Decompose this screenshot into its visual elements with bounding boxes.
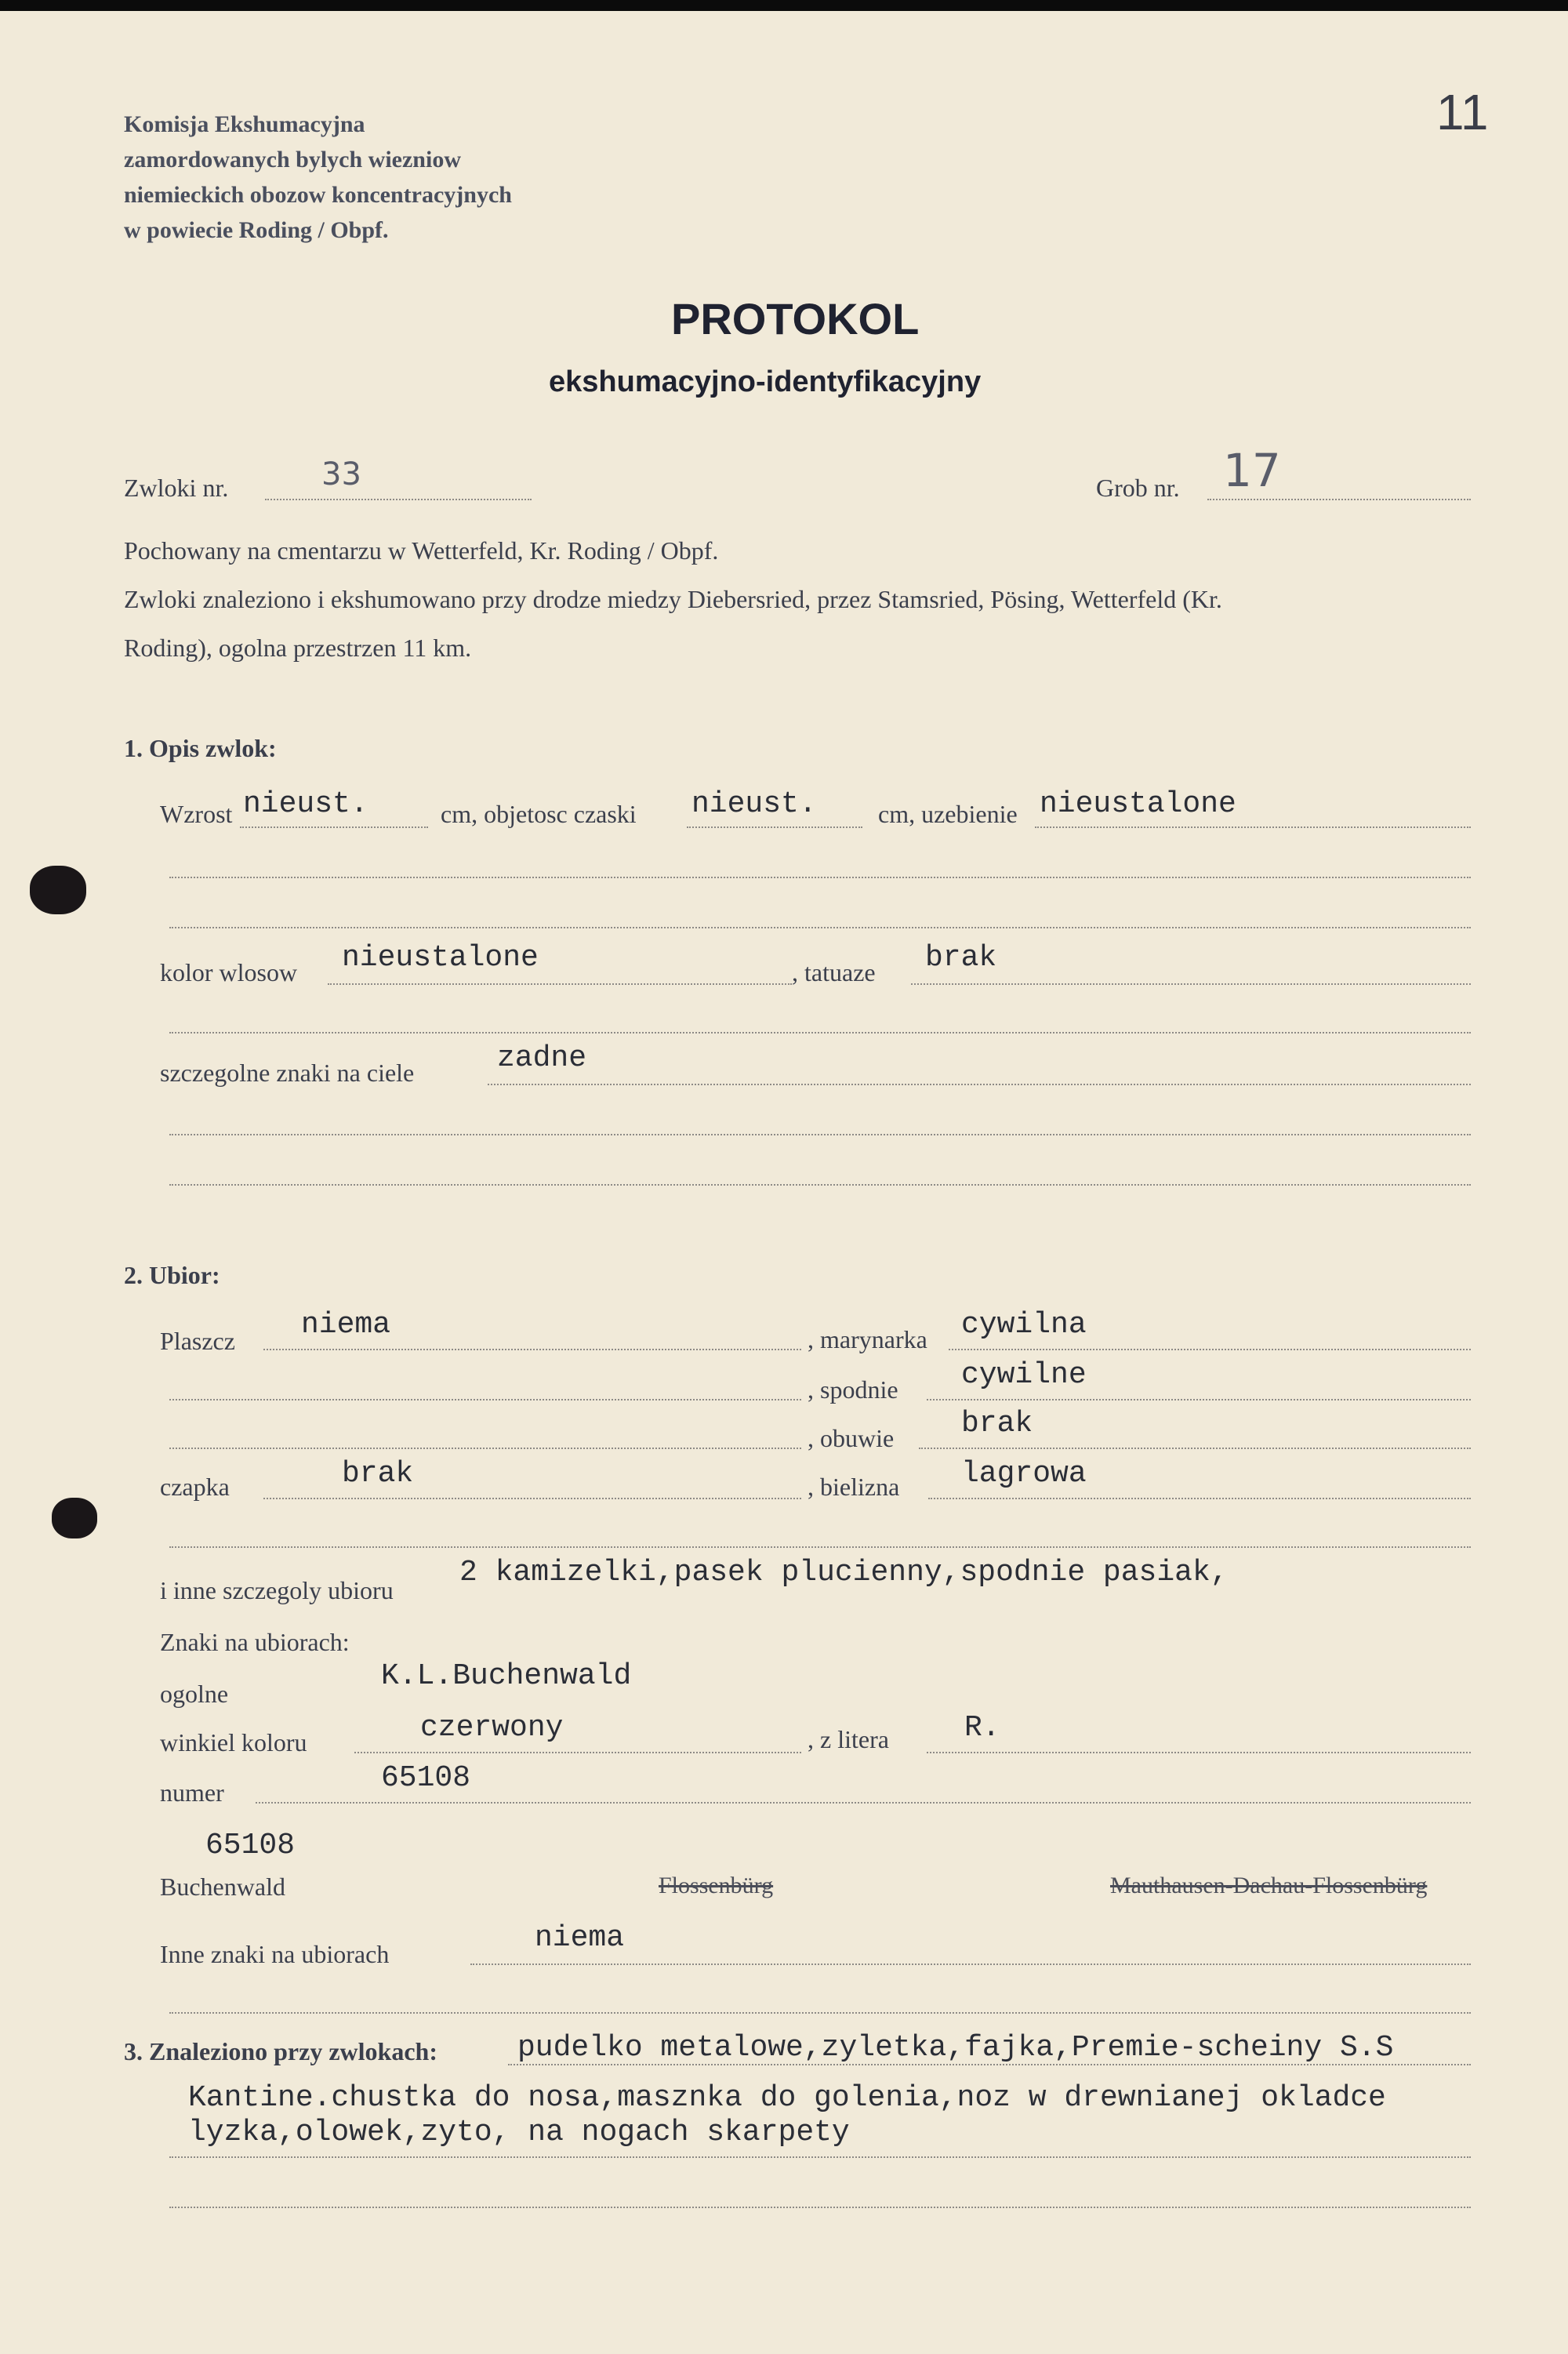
org-line: w powiecie Roding / Obpf. xyxy=(124,217,389,243)
fill-line xyxy=(1035,826,1471,828)
czapka-value: brak xyxy=(342,1457,414,1491)
czapka-label: czapka xyxy=(160,1473,230,1501)
grob-value: 17 xyxy=(1223,444,1281,497)
znaki-cialo-value: zadne xyxy=(497,1041,587,1075)
zwloki-label: Zwloki nr. xyxy=(124,474,229,502)
winkiel-value: czerwony xyxy=(420,1711,564,1745)
fill-line xyxy=(328,983,792,985)
fill-line xyxy=(354,1752,801,1753)
burial-place: Pochowany na cmentarzu w Wetterfeld, Kr. Roding / Obpf. xyxy=(124,536,719,565)
uzebienie-label: cm, uzebienie xyxy=(878,800,1018,828)
ink-blot xyxy=(30,866,86,914)
inne-znaki-label: Inne znaki na ubiorach xyxy=(160,1940,390,1968)
issuing-commission xyxy=(124,107,512,248)
czaska-value: nieust. xyxy=(691,787,817,821)
fill-line xyxy=(169,1134,1471,1135)
plaszcz-value: niema xyxy=(301,1308,391,1342)
fill-line xyxy=(169,1546,1471,1548)
ink-blot xyxy=(52,1498,97,1538)
fill-line xyxy=(169,1184,1471,1186)
org-line: zamordowanych bylych wiezniow xyxy=(124,147,461,173)
czaska-label: cm, objetosc czaski xyxy=(441,800,637,828)
fill-line xyxy=(169,2207,1471,2208)
fill-line xyxy=(256,1802,1471,1804)
tatuaze-label: , tatuaze xyxy=(792,958,876,986)
obuwie-label: , obuwie xyxy=(808,1424,895,1452)
kolor-label: kolor wlosow xyxy=(160,958,298,986)
numer-label: numer xyxy=(160,1778,224,1807)
camp-option-struck: Mauthausen-Dachau-Flossenbürg xyxy=(1110,1873,1428,1898)
protocol-sheet xyxy=(0,11,1568,2354)
litera-label: , z litera xyxy=(808,1725,889,1753)
spodnie-value: cywilne xyxy=(961,1358,1087,1392)
numer-value: 65108 xyxy=(381,1761,471,1795)
exhumation-distance: Roding), ogolna przestrzen 11 km. xyxy=(124,634,472,662)
fill-line xyxy=(169,2012,1471,2014)
fill-line xyxy=(508,2064,1471,2065)
inne-znaki-value: niema xyxy=(535,1921,625,1955)
grob-label: Grob nr. xyxy=(1096,474,1180,502)
fill-line xyxy=(169,1032,1471,1034)
wzrost-value: nieust. xyxy=(243,787,368,821)
fill-line xyxy=(687,826,862,828)
inne-szczegoly-label: i inne szczegoly ubioru xyxy=(160,1576,394,1604)
page-title: PROTOKOL xyxy=(671,294,920,343)
fill-line xyxy=(949,1349,1471,1350)
page-number: 11 xyxy=(1436,84,1489,140)
fill-line xyxy=(927,1399,1471,1400)
kolor-value: nieustalone xyxy=(342,941,539,975)
exhumation-route: Zwloki znaleziono i ekshumowano przy drodze miedzy Diebersried, przez Stamsried, Pösing, Wetterfeld (Kr. xyxy=(124,585,1222,613)
found-items-line: Kantine.chustka do nosa,masznka do golenia,noz w drewnianej okladce xyxy=(188,2081,1386,2115)
found-items-line: pudelko metalowe,zyletka,fajka,Premie-scheiny S.S xyxy=(517,2031,1394,2065)
spodnie-label: , spodnie xyxy=(808,1375,898,1404)
fill-line xyxy=(169,2156,1471,2158)
section-heading: 1. Opis zwlok: xyxy=(124,734,277,762)
ogolne-value: K.L.Buchenwald xyxy=(381,1659,632,1693)
fill-line xyxy=(928,1498,1471,1499)
marynarka-value: cywilna xyxy=(961,1308,1087,1342)
zwloki-value: 33 xyxy=(321,456,361,492)
fill-line xyxy=(927,1752,1471,1753)
znaki-ubiory-label: Znaki na ubiorach: xyxy=(160,1628,350,1656)
fill-line xyxy=(169,877,1471,878)
section-heading: 2. Ubior: xyxy=(124,1261,220,1289)
fill-line xyxy=(169,1448,801,1449)
fill-line xyxy=(240,826,428,828)
bielizna-value: lagrowa xyxy=(961,1457,1087,1491)
org-line: Komisja Ekshumacyjna xyxy=(124,111,365,137)
obuwie-value: brak xyxy=(961,1407,1033,1440)
fill-line xyxy=(488,1084,1471,1085)
bielizna-label: , bielizna xyxy=(808,1473,900,1501)
camp-option-buchenwald: Buchenwald xyxy=(160,1873,285,1901)
plaszcz-label: Plaszcz xyxy=(160,1327,235,1355)
fill-line xyxy=(265,499,532,500)
page-subtitle: ekshumacyjno-identyfikacyjny xyxy=(549,365,982,398)
fill-line xyxy=(263,1349,801,1350)
fill-line xyxy=(1207,499,1471,500)
fill-line xyxy=(263,1498,801,1499)
fill-line xyxy=(169,927,1471,928)
fill-line xyxy=(919,1448,1471,1449)
litera-value: R. xyxy=(964,1711,1000,1745)
fill-line xyxy=(470,1963,1471,1965)
wzrost-label: Wzrost xyxy=(160,800,233,828)
scan-top-edge xyxy=(0,0,1568,11)
prisoner-number: 65108 xyxy=(205,1829,296,1862)
znaki-cialo-label: szczegolne znaki na ciele xyxy=(160,1059,415,1087)
winkiel-label: winkiel koloru xyxy=(160,1728,307,1756)
tatuaze-value: brak xyxy=(925,941,997,975)
section-heading: 3. Znaleziono przy zwlokach: xyxy=(124,2037,437,2065)
fill-line xyxy=(169,1399,801,1400)
marynarka-label: , marynarka xyxy=(808,1325,927,1353)
ogolne-label: ogolne xyxy=(160,1680,229,1708)
found-items-line: lyzka,olowek,zyto, na nogach skarpety xyxy=(188,2116,850,2149)
uzebienie-value: nieustalone xyxy=(1040,787,1236,821)
camp-option-struck: Flossenbürg xyxy=(659,1873,774,1898)
org-line: niemieckich obozow koncentracyjnych xyxy=(124,182,512,208)
fill-line xyxy=(911,983,1471,985)
inne-szczegoly-value: 2 kamizelki,pasek plucienny,spodnie pasiak, xyxy=(459,1556,1229,1589)
